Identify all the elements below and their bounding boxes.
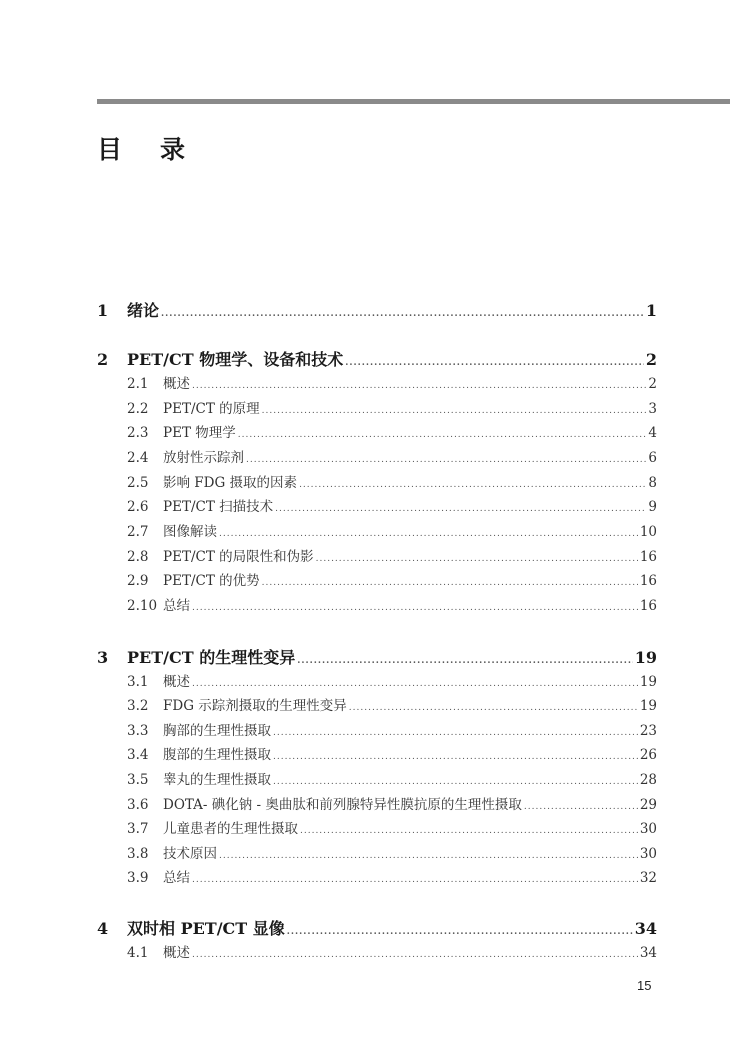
dot-leader — [161, 309, 644, 319]
dot-leader — [192, 381, 646, 391]
toc-entry-page: 16 — [639, 573, 657, 589]
page-title — [97, 130, 185, 166]
toc-section-row — [97, 694, 657, 714]
toc-section-row — [97, 670, 657, 690]
toc-entry-page: 19 — [639, 674, 657, 690]
toc-entry-page: 32 — [639, 870, 657, 886]
toc-entry-number: 2.2 — [127, 401, 149, 417]
dot-leader — [297, 656, 633, 666]
toc-entry-page: 19 — [634, 648, 657, 667]
toc-entry-title: 睾丸的生理性摄取 — [163, 772, 271, 788]
toc-chapter-row — [97, 645, 657, 668]
toc-entry-page: 34 — [639, 945, 657, 961]
toc-section-row — [97, 495, 657, 515]
toc-entry-title: 总结 — [163, 870, 190, 886]
toc-entry-number: 3.4 — [127, 747, 149, 763]
dot-leader — [349, 703, 638, 713]
toc-entry-page: 9 — [648, 499, 657, 515]
toc-entry-number: 2.8 — [127, 549, 149, 565]
toc-chapter-row — [97, 347, 657, 370]
toc-entry-page: 19 — [639, 698, 657, 714]
toc-entry-page: 2 — [648, 376, 657, 392]
toc-entry-page: 28 — [639, 772, 657, 788]
toc-entry-number: 4.1 — [127, 945, 149, 961]
toc-entry-page: 6 — [648, 450, 657, 466]
dot-leader — [262, 406, 647, 416]
toc-entry-title: PET/CT 的原理 — [163, 401, 260, 417]
toc-entry-page: 26 — [639, 747, 657, 763]
toc-entry-page: 23 — [639, 723, 657, 739]
toc-entry-page: 1 — [645, 301, 657, 320]
toc-entry-number: 2.1 — [127, 376, 149, 392]
page-title-char-1: 目 — [97, 135, 123, 164]
dot-leader — [345, 358, 644, 368]
toc-entry-title: 影响 FDG 摄取的因素 — [163, 475, 298, 491]
toc-entry-title: FDG 示踪剂摄取的生理性变异 — [163, 698, 347, 714]
toc-entry-number: 3.7 — [127, 821, 149, 837]
dot-leader — [219, 529, 638, 539]
header-rule — [97, 99, 730, 104]
toc-section-row — [97, 446, 657, 466]
toc-entry-title: 双时相 PET/CT 显像 — [127, 919, 285, 938]
toc-section-row — [97, 545, 657, 565]
dot-leader — [273, 728, 638, 738]
toc-entry-number: 2.10 — [127, 598, 158, 614]
toc-entry-number: 4 — [97, 919, 109, 938]
toc-entry-title: 概述 — [163, 376, 190, 392]
toc-entry-title: PET/CT 的局限性和伪影 — [163, 549, 314, 565]
toc-section-row — [97, 793, 657, 813]
toc-entry-page: 16 — [639, 598, 657, 614]
toc-entry-number: 3.1 — [127, 674, 149, 690]
toc-entry-title: 放射性示踪剂 — [163, 450, 244, 466]
toc-entry-title: DOTA- 碘化钠 - 奥曲肽和前列腺特异性膜抗原的生理性摄取 — [163, 797, 522, 813]
toc-entry-page: 8 — [648, 475, 657, 491]
toc-entry-title: 概述 — [163, 945, 190, 961]
toc-entry-title: PET 物理学 — [163, 425, 236, 441]
dot-leader — [192, 603, 638, 613]
toc-entry-number: 3.3 — [127, 723, 149, 739]
toc-section-row — [97, 941, 657, 961]
toc-entry-title: 技术原因 — [163, 846, 217, 862]
toc-entry-title: 儿童患者的生理性摄取 — [163, 821, 298, 837]
toc-section-row — [97, 594, 657, 614]
toc-entry-number: 2.7 — [127, 524, 149, 540]
toc-chapter-row — [97, 298, 657, 321]
toc-section-row — [97, 520, 657, 540]
toc-entry-page: 10 — [639, 524, 657, 540]
toc-section-row — [97, 817, 657, 837]
toc-entry-number: 2.6 — [127, 499, 149, 515]
toc-entry-title: PET/CT 物理学、设备和技术 — [127, 350, 344, 369]
dot-leader — [299, 480, 646, 490]
toc-entry-title: PET/CT 的优势 — [163, 573, 260, 589]
toc-entry-number: 3.2 — [127, 698, 149, 714]
toc-section-row — [97, 372, 657, 392]
toc-section-row — [97, 743, 657, 763]
page-title-char-2: 录 — [160, 135, 186, 164]
toc-entry-title: PET/CT 扫描技术 — [163, 499, 274, 515]
toc-entry-page: 30 — [639, 846, 657, 862]
dot-leader — [524, 802, 638, 812]
dot-leader — [192, 679, 638, 689]
dot-leader — [275, 504, 646, 514]
toc-section-row — [97, 866, 657, 886]
toc-entry-number: 2.4 — [127, 450, 149, 466]
toc-entry-page: 2 — [645, 350, 657, 369]
toc-entry-title: 绪论 — [127, 301, 160, 320]
toc-entry-number: 2.5 — [127, 475, 149, 491]
dot-leader — [316, 554, 638, 564]
toc-entry-title: 腹部的生理性摄取 — [163, 747, 271, 763]
toc-entry-page: 3 — [648, 401, 657, 417]
toc-entry-number: 2.9 — [127, 573, 149, 589]
toc-chapter-row — [97, 916, 657, 939]
toc-entry-number: 3.9 — [127, 870, 149, 886]
toc-entry-number: 2 — [97, 350, 109, 369]
dot-leader — [300, 826, 638, 836]
toc-section-row — [97, 719, 657, 739]
dot-leader — [192, 950, 638, 960]
toc-entry-title: 图像解读 — [163, 524, 217, 540]
toc-section-row — [97, 471, 657, 491]
toc-entry-number: 3.8 — [127, 846, 149, 862]
toc-entry-number: 3 — [97, 648, 109, 667]
toc-entry-page: 34 — [634, 919, 657, 938]
toc-section-row — [97, 397, 657, 417]
toc-entry-page: 16 — [639, 549, 657, 565]
toc-section-row — [97, 421, 657, 441]
toc-entry-page: 4 — [648, 425, 657, 441]
page-number: 15 — [637, 978, 652, 993]
toc-section-row — [97, 768, 657, 788]
toc-section-row — [97, 569, 657, 589]
dot-leader — [287, 927, 633, 937]
dot-leader — [219, 851, 638, 861]
toc-entry-number: 1 — [97, 301, 109, 320]
dot-leader — [273, 777, 638, 787]
toc-entry-number: 2.3 — [127, 425, 149, 441]
toc-section-row — [97, 842, 657, 862]
toc-entry-page: 30 — [639, 821, 657, 837]
dot-leader — [192, 875, 638, 885]
toc-entry-title: 总结 — [163, 598, 190, 614]
toc-entry-number: 3.6 — [127, 797, 149, 813]
dot-leader — [262, 578, 638, 588]
toc-entry-title: PET/CT 的生理性变异 — [127, 648, 296, 667]
dot-leader — [273, 752, 638, 762]
dot-leader — [246, 455, 646, 465]
dot-leader — [238, 430, 647, 440]
toc-entry-title: 胸部的生理性摄取 — [163, 723, 271, 739]
toc-entry-page: 29 — [639, 797, 657, 813]
toc-entry-title: 概述 — [163, 674, 190, 690]
toc-entry-number: 3.5 — [127, 772, 149, 788]
